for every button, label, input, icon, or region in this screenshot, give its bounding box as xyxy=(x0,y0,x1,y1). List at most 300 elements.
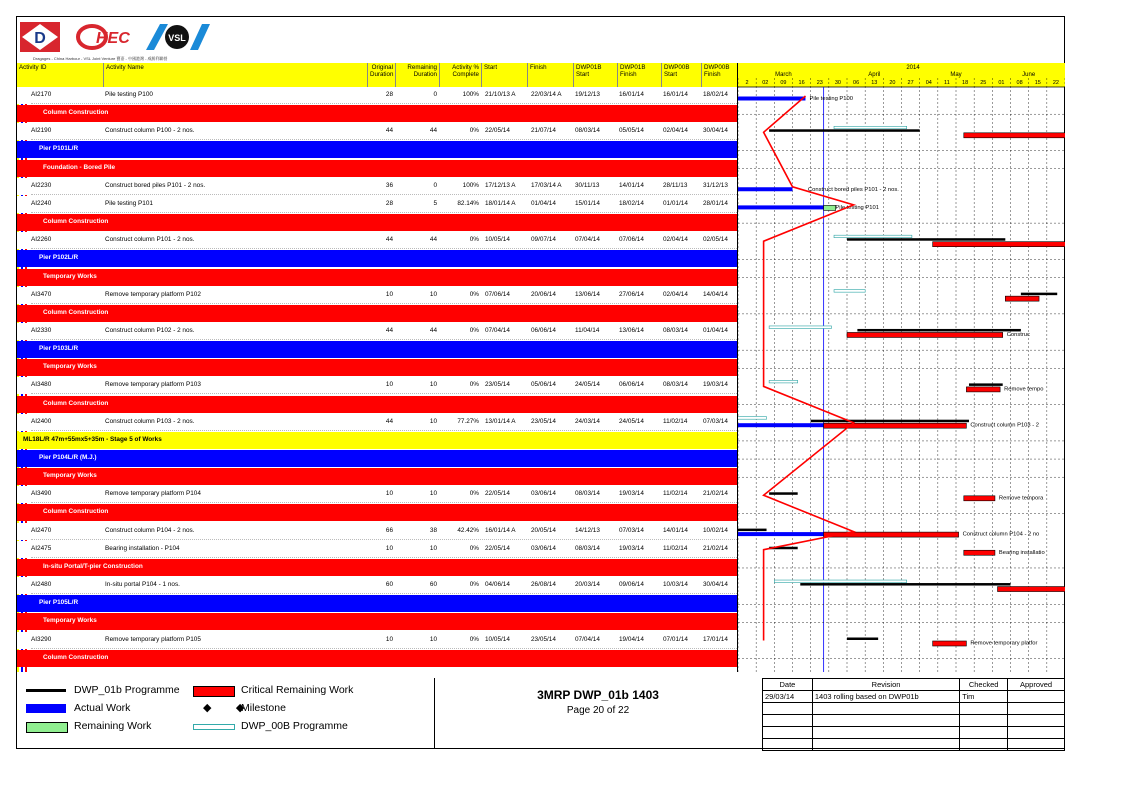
revision-cell xyxy=(763,715,813,727)
critical-bar xyxy=(847,332,1003,337)
wbs-band-row[interactable] xyxy=(17,160,737,177)
cell-finish: 03/06/14 xyxy=(531,544,556,552)
wbs-band-row[interactable] xyxy=(17,214,737,231)
timescale-week: 23 xyxy=(816,80,823,86)
table-row[interactable] xyxy=(17,632,737,649)
critical-bar xyxy=(1005,296,1039,301)
col-dwp00b-start: DWP00B Start xyxy=(661,63,701,87)
cell-name: Remove temporary platform P103 xyxy=(105,381,201,389)
dwp01b-bar xyxy=(1021,293,1057,296)
wbs-band-row[interactable] xyxy=(17,559,737,576)
cell-finish: 20/05/14 xyxy=(531,526,556,534)
cell-f1: 18/02/14 xyxy=(619,199,644,207)
col-dwp01b-finish: DWP01B Finish xyxy=(617,63,661,87)
vsl-logo xyxy=(146,24,210,50)
cell-pct: 0% xyxy=(469,326,479,334)
cell-name: Construct column P104 - 2 nos. xyxy=(105,526,195,534)
cell-start: 16/01/14 A xyxy=(485,526,516,534)
cell-name: In-situ portal P104 - 1 nos. xyxy=(105,581,180,589)
cell-f1: 19/03/14 xyxy=(619,490,644,498)
revision-header-cell: Approved xyxy=(1008,679,1065,691)
cell-s0: 16/01/14 xyxy=(663,91,688,98)
bar-label: Remove temporary platfor xyxy=(970,640,1038,647)
band-label: Pier P104L/R (M.J.) xyxy=(39,454,97,461)
critical-bar xyxy=(964,550,995,555)
legend-remaining-swatch xyxy=(26,722,68,733)
bar-label: Pile testing P101 xyxy=(835,204,879,211)
table-row[interactable] xyxy=(17,232,737,249)
dwp00b-bar xyxy=(769,380,798,383)
cell-f0: 31/12/13 xyxy=(703,181,728,189)
col-activity-name: Activity Name xyxy=(103,63,367,87)
cell-start: 18/01/14 A xyxy=(485,199,516,207)
wbs-band-row[interactable] xyxy=(17,595,737,612)
timescale-week: 25 xyxy=(980,80,987,86)
logos-svg xyxy=(20,20,210,56)
revision-cell xyxy=(1008,715,1065,727)
svg-text:HEC: HEC xyxy=(96,30,130,47)
band-label: Pier P105L/R xyxy=(39,599,79,607)
band-label: Column Construction xyxy=(43,508,109,516)
cell-rd: 60 xyxy=(429,581,437,589)
timescale-week: 13 xyxy=(871,80,878,86)
cell-finish: 05/06/14 xyxy=(531,381,556,389)
cell-name: Construct column P101 - 2 nos. xyxy=(105,236,195,244)
cell-od: 44 xyxy=(385,326,393,334)
dwp00b-bar xyxy=(738,417,767,420)
cell-name: Remove temporary platform P104 xyxy=(105,490,201,498)
cell-rd: 5 xyxy=(433,199,437,207)
cell-s1: 07/04/14 xyxy=(575,635,600,643)
wbs-band-row[interactable] xyxy=(17,396,737,413)
cell-id: AI3480 xyxy=(31,381,52,389)
bar-label: Construct column P104 - 2 no xyxy=(962,531,1040,538)
band-label: Temporary Works xyxy=(43,617,97,625)
table-row[interactable] xyxy=(17,87,737,104)
cell-s0: 07/01/14 xyxy=(663,635,688,643)
cell-rd: 10 xyxy=(429,544,437,552)
cell-f1: 24/05/14 xyxy=(619,417,644,425)
actual-bar xyxy=(738,532,824,536)
legend-critical: Critical Remaining Work xyxy=(241,684,354,696)
wbs-band-row[interactable] xyxy=(17,341,737,358)
chec-logo xyxy=(78,26,130,48)
cell-name: Remove temporary platform P105 xyxy=(105,635,201,643)
actual-bar xyxy=(738,423,824,427)
band-label: Column Construction xyxy=(43,308,109,316)
wbs-band-row[interactable] xyxy=(17,650,737,667)
dwp01b-bar xyxy=(857,329,1021,332)
revision-cell xyxy=(960,727,1008,739)
cell-rd: 10 xyxy=(429,417,437,425)
cell-finish: 17/03/14 A xyxy=(531,181,562,189)
dwp00b-bar xyxy=(774,580,906,583)
cell-start: 22/05/14 xyxy=(485,544,510,552)
revision-cell xyxy=(960,739,1008,751)
cell-id: AI2480 xyxy=(31,581,52,589)
timescale-week: 09 xyxy=(780,80,787,86)
col-pct: Activity % Complete xyxy=(439,63,481,87)
legend-dwp00b: DWP_00B Programme xyxy=(241,720,348,732)
cell-s0: 08/03/14 xyxy=(663,326,688,334)
timescale-week: 04 xyxy=(925,80,932,86)
cell-name: Pile testing P101 xyxy=(105,199,153,207)
legend-programme-swatch xyxy=(26,689,66,692)
timescale-week: 08 xyxy=(1016,80,1023,86)
cell-s0: 01/01/14 xyxy=(663,199,688,207)
bar-label: Pile testing P100 xyxy=(809,96,853,102)
legend-programme: DWP_01b Programme xyxy=(74,684,180,696)
revision-grid xyxy=(762,678,1065,751)
cell-finish: 23/05/14 xyxy=(531,635,556,643)
cell-od: 36 xyxy=(385,181,393,189)
svg-text:D: D xyxy=(34,30,46,47)
cell-finish: 20/06/14 xyxy=(531,290,556,298)
cell-rd: 10 xyxy=(429,381,437,389)
wbs-band-row[interactable] xyxy=(17,450,737,467)
cell-pct: 0% xyxy=(469,635,479,643)
critical-bar xyxy=(824,423,967,428)
revision-row xyxy=(763,691,1065,703)
cell-od: 60 xyxy=(385,581,393,589)
bar-label: Remove tempora xyxy=(998,495,1044,502)
cell-pct: 0% xyxy=(469,544,479,552)
wbs-band-row[interactable] xyxy=(17,141,737,158)
legend-actual-swatch xyxy=(26,704,66,713)
cell-f0: 07/03/14 xyxy=(703,417,728,425)
band-label: Column Construction xyxy=(43,109,109,117)
cell-finish: 26/08/14 xyxy=(531,581,556,589)
cell-finish: 01/04/14 xyxy=(531,199,556,207)
cell-f0: 30/04/14 xyxy=(703,127,728,135)
revision-cell xyxy=(1008,691,1065,703)
cell-start: 04/06/14 xyxy=(485,581,510,589)
col-dwp00b-finish: DWP00B Finish xyxy=(701,63,737,87)
cell-f1: 19/04/14 xyxy=(619,635,644,643)
table-row[interactable] xyxy=(17,323,737,340)
cell-od: 10 xyxy=(385,635,393,643)
title-block xyxy=(434,678,763,749)
dwp01b-bar xyxy=(847,638,878,641)
cell-f0: 18/02/14 xyxy=(703,91,728,98)
revision-cell xyxy=(960,703,1008,715)
table-row[interactable] xyxy=(17,541,737,558)
cell-s0: 28/11/13 xyxy=(663,181,688,189)
cell-s0: 10/03/14 xyxy=(663,581,688,589)
dwp01b-bar xyxy=(738,529,767,532)
wbs-band-row[interactable] xyxy=(17,250,737,267)
cell-s1: 08/03/14 xyxy=(575,544,600,552)
cell-start: 07/06/14 xyxy=(485,290,510,298)
cell-s0: 02/04/14 xyxy=(663,127,688,135)
cell-rd: 38 xyxy=(429,526,437,534)
cell-start: 22/05/14 xyxy=(485,490,510,498)
legend-critical-swatch xyxy=(193,686,235,697)
cell-pct: 0% xyxy=(469,490,479,498)
cell-id: AI2190 xyxy=(31,127,52,135)
cell-od: 44 xyxy=(385,417,393,425)
cell-rd: 0 xyxy=(433,91,437,98)
page-number: Page 20 of 22 xyxy=(566,705,630,716)
wbs-band-row[interactable] xyxy=(17,269,737,286)
cell-rd: 10 xyxy=(429,635,437,643)
cell-pct: 0% xyxy=(469,127,479,135)
cell-pct: 77.27% xyxy=(457,417,479,425)
revision-cell xyxy=(1008,739,1065,751)
cell-rd: 10 xyxy=(429,490,437,498)
legend-remaining: Remaining Work xyxy=(74,720,152,732)
revision-cell xyxy=(812,739,959,751)
cell-s1: 13/06/14 xyxy=(575,290,600,298)
timescale-month: May xyxy=(950,72,962,78)
dwp01b-bar xyxy=(800,583,1010,586)
cell-pct: 0% xyxy=(469,236,479,244)
band-label: Temporary Works xyxy=(43,472,97,480)
cell-s1: 24/05/14 xyxy=(575,381,600,389)
dwp01b-bar xyxy=(769,129,920,132)
timescale-week: 20 xyxy=(889,80,896,86)
actual-bar xyxy=(738,187,793,191)
timescale-week: 16 xyxy=(798,80,805,86)
cell-name: Construct bored piles P101 - 2 nos. xyxy=(105,181,206,189)
band-label: Pier P103L/R xyxy=(39,345,79,353)
cell-f0: 21/02/14 xyxy=(703,544,728,552)
cell-f1: 19/03/14 xyxy=(619,544,644,552)
cell-f1: 13/06/14 xyxy=(619,326,644,334)
gantt-svg xyxy=(738,63,1065,672)
cell-finish: 06/06/14 xyxy=(531,326,556,334)
logo-caption: Dragages - China Harbour - VSL Joint Venture 寶嘉 - 中國港灣 - 威勝利聯營 xyxy=(33,56,168,61)
critical-bar xyxy=(933,641,967,646)
band-label: Column Construction xyxy=(43,218,109,226)
revision-row xyxy=(763,727,1065,739)
band-label: In-situ Portal/T-pier Construction xyxy=(43,562,143,570)
timescale-month: April xyxy=(868,72,881,78)
dwp01b-bar xyxy=(969,383,1003,386)
revision-cell xyxy=(960,715,1008,727)
timescale-week: 01 xyxy=(998,80,1005,86)
legend-dwp00b-swatch xyxy=(193,724,235,730)
revision-header-cell: Date xyxy=(763,679,813,691)
wbs-band-row[interactable] xyxy=(17,613,737,630)
wbs-band-row[interactable] xyxy=(17,432,737,449)
timescale-week: 2 xyxy=(745,80,749,86)
cell-od: 66 xyxy=(385,526,393,534)
cell-od: 44 xyxy=(385,127,393,135)
table-row[interactable] xyxy=(17,577,737,594)
cell-s1: 14/12/13 xyxy=(575,526,600,534)
col-start: Start xyxy=(481,63,527,87)
dragages-logo xyxy=(20,22,60,52)
cell-f0: 28/01/14 xyxy=(703,199,728,207)
cell-od: 10 xyxy=(385,290,393,298)
cell-pct: 0% xyxy=(469,581,479,589)
cell-finish: 23/05/14 xyxy=(531,417,556,425)
actual-bar xyxy=(738,205,824,209)
bar-label: Construc xyxy=(1006,331,1030,338)
cell-name: Bearing installation - P104 xyxy=(105,544,180,552)
cell-name: Pile testing P100 xyxy=(105,91,153,98)
timescale-month: March xyxy=(775,72,792,78)
band-label: Temporary Works xyxy=(43,272,97,280)
table-row[interactable] xyxy=(17,486,737,503)
band-label: Pier P102L/R xyxy=(39,254,79,262)
cell-start: 10/05/14 xyxy=(485,635,510,643)
table-row[interactable] xyxy=(17,123,737,140)
timescale-week: 22 xyxy=(1052,80,1059,86)
table-row[interactable] xyxy=(17,287,737,304)
revision-cell xyxy=(1008,703,1065,715)
cell-rd: 0 xyxy=(433,181,437,189)
cell-s1: 11/04/14 xyxy=(575,326,600,334)
table-row[interactable] xyxy=(17,377,737,394)
bar-label: Construct bored piles P101 - 2 nos. xyxy=(808,186,899,193)
milestone-icon: ◆ ◆ xyxy=(203,702,245,714)
cell-name: Remove temporary platform P102 xyxy=(105,290,201,298)
cell-start: 13/01/14 A xyxy=(485,417,516,425)
dwp00b-bar xyxy=(834,290,865,293)
cell-s0: 11/02/14 xyxy=(663,417,688,425)
cell-id: AI2470 xyxy=(31,526,52,534)
gantt-chart xyxy=(737,63,1065,672)
cell-name: Construct column P103 - 2 nos. xyxy=(105,417,195,425)
bar-label: Construct column P103 - 2 xyxy=(970,422,1040,429)
revision-cell xyxy=(812,715,959,727)
cell-start: 21/10/13 A xyxy=(485,91,516,98)
cell-pct: 0% xyxy=(469,381,479,389)
cell-rd: 44 xyxy=(429,127,437,135)
remaining-bar xyxy=(824,205,836,210)
svg-text:VSL: VSL xyxy=(168,33,186,43)
revision-header-cell: Checked xyxy=(960,679,1008,691)
critical-bar xyxy=(966,387,1000,392)
revision-cell: 1403 rolling based on DWP01b xyxy=(812,691,959,703)
revision-cell xyxy=(1008,727,1065,739)
timescale-week: 06 xyxy=(853,80,860,86)
critical-bar xyxy=(998,587,1065,592)
cell-start: 10/05/14 xyxy=(485,236,510,244)
cell-s0: 11/02/14 xyxy=(663,490,688,498)
cell-rd: 10 xyxy=(429,290,437,298)
cell-f0: 10/02/14 xyxy=(703,526,728,534)
cell-s0: 14/01/14 xyxy=(663,526,688,534)
table-row[interactable] xyxy=(17,196,737,213)
revision-row xyxy=(763,703,1065,715)
cell-f1: 27/06/14 xyxy=(619,290,644,298)
cell-s1: 15/01/14 xyxy=(575,199,600,207)
cell-f1: 06/06/14 xyxy=(619,381,644,389)
cell-f1: 05/05/14 xyxy=(619,127,644,135)
table-row[interactable] xyxy=(17,414,737,431)
critical-bar xyxy=(933,242,1065,247)
critical-bar xyxy=(964,496,995,501)
cell-pct: 42.42% xyxy=(457,526,479,534)
timescale-week: 15 xyxy=(1034,80,1041,86)
timescale-week: 30 xyxy=(834,80,841,86)
cell-s0: 08/03/14 xyxy=(663,381,688,389)
table-row[interactable] xyxy=(17,523,737,540)
cell-od: 10 xyxy=(385,544,393,552)
cell-start: 23/05/14 xyxy=(485,381,510,389)
timescale-month: June xyxy=(1022,72,1036,78)
col-orig-dur: Original Duration xyxy=(367,63,395,87)
bar-label: Bearing installatio xyxy=(998,549,1045,556)
bar-label: Remove tempo xyxy=(1004,386,1044,393)
revision-cell xyxy=(763,703,813,715)
cell-pct: 0% xyxy=(469,290,479,298)
cell-id: AI2475 xyxy=(31,544,52,552)
cell-s1: 08/03/14 xyxy=(575,490,600,498)
cell-f0: 19/03/14 xyxy=(703,381,728,389)
cell-f1: 09/06/14 xyxy=(619,581,644,589)
cell-id: AI3290 xyxy=(31,635,52,643)
table-header xyxy=(17,63,737,88)
cell-id: AI2330 xyxy=(31,326,52,334)
timescale-week: 11 xyxy=(944,80,950,86)
col-finish: Finish xyxy=(527,63,573,87)
revision-cell xyxy=(763,727,813,739)
dwp01b-bar xyxy=(811,420,969,423)
col-dwp01b-start: DWP01B Start xyxy=(573,63,617,87)
cell-od: 10 xyxy=(385,490,393,498)
cell-finish: 09/07/14 xyxy=(531,236,556,244)
actual-bar xyxy=(738,97,805,101)
revision-cell: 29/03/14 xyxy=(763,691,813,703)
band-label: Pier P101L/R xyxy=(39,145,79,153)
wbs-band-row[interactable] xyxy=(17,305,737,322)
band-label: Temporary Works xyxy=(43,363,97,371)
table-row[interactable] xyxy=(17,178,737,195)
cell-s0: 02/04/14 xyxy=(663,236,688,244)
cell-pct: 100% xyxy=(462,91,479,98)
cell-id: AI3490 xyxy=(31,490,52,498)
legend-milestone: Milestone xyxy=(241,702,286,714)
cell-f1: 07/06/14 xyxy=(619,236,644,244)
band-label: Column Construction xyxy=(43,399,109,407)
cell-id: AI2170 xyxy=(31,91,52,98)
cell-f1: 16/01/14 xyxy=(619,91,644,98)
cell-pct: 82.14% xyxy=(457,199,479,207)
cell-s0: 02/04/14 xyxy=(663,290,688,298)
cell-id: AI2400 xyxy=(31,417,52,425)
cell-id: AI3470 xyxy=(31,290,52,298)
cell-finish: 21/07/14 xyxy=(531,127,556,135)
cell-s1: 19/12/13 xyxy=(575,91,600,98)
timescale-week: 18 xyxy=(962,80,969,86)
cell-f1: 07/03/14 xyxy=(619,526,644,534)
cell-rd: 44 xyxy=(429,326,437,334)
revision-header-row xyxy=(763,679,1065,691)
critical-bar xyxy=(964,133,1065,138)
cell-f0: 14/04/14 xyxy=(703,290,728,298)
col-rem-dur: Remaining Duration xyxy=(395,63,439,87)
wbs-band-row[interactable] xyxy=(17,468,737,485)
wbs-band-row[interactable] xyxy=(17,359,737,376)
dwp00b-bar xyxy=(769,326,831,329)
band-label: ML18L/R 47m+55mx5+35m - Stage 5 of Works xyxy=(23,435,162,443)
cell-f0: 02/05/14 xyxy=(703,236,728,244)
cell-finish: 03/06/14 xyxy=(531,490,556,498)
dwp00b-bar xyxy=(834,126,907,129)
cell-s1: 08/03/14 xyxy=(575,127,600,135)
wbs-band-row[interactable] xyxy=(17,105,737,122)
cell-f0: 30/04/14 xyxy=(703,581,728,589)
wbs-band-row[interactable] xyxy=(17,504,737,521)
cell-s0: 11/02/14 xyxy=(663,544,688,552)
cell-id: AI2230 xyxy=(31,181,52,189)
legend xyxy=(16,678,435,749)
revision-row xyxy=(763,739,1065,751)
